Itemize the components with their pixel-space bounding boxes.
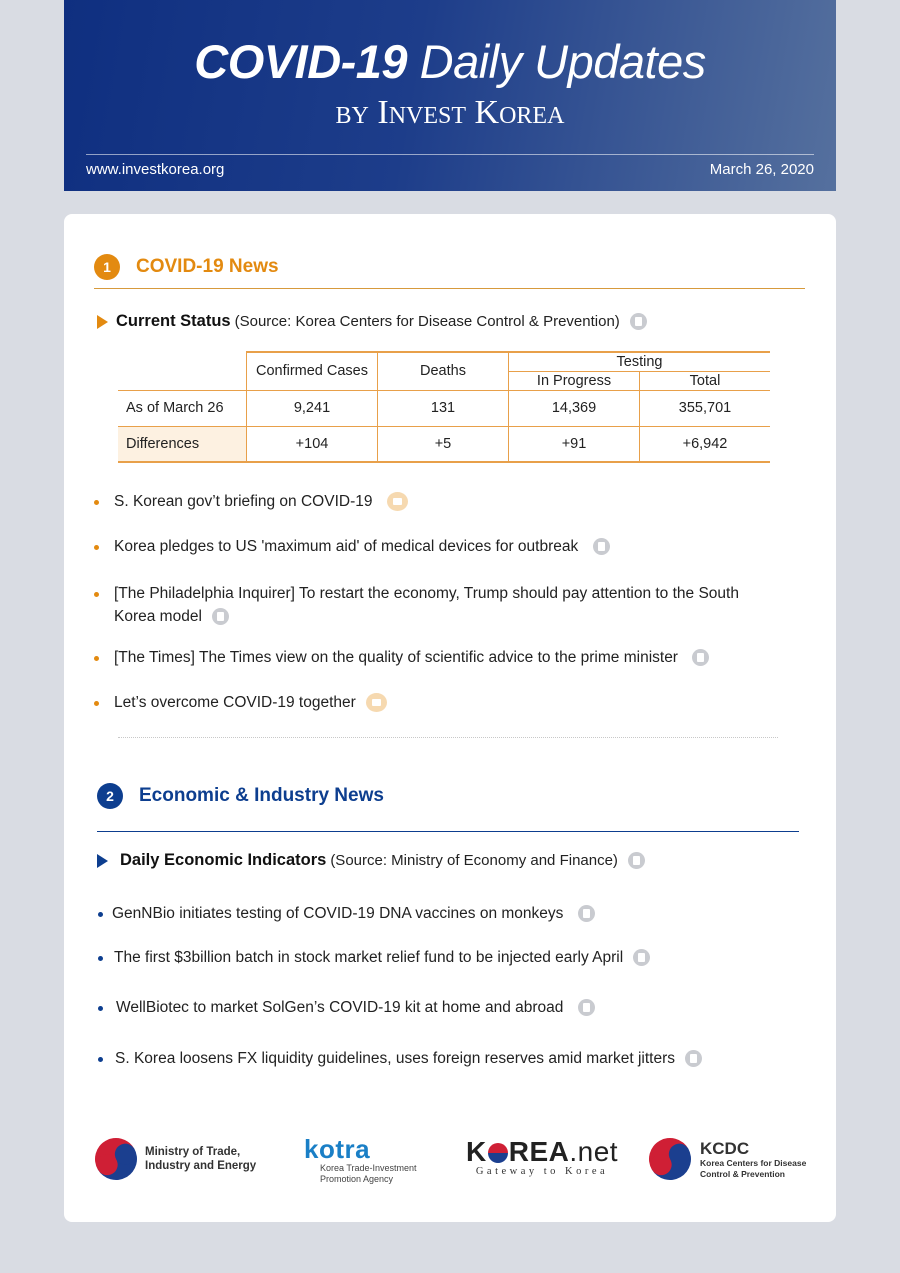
section1-header bbox=[94, 254, 279, 280]
bullet-dot bbox=[94, 656, 99, 661]
col-total-header: Total bbox=[640, 371, 771, 390]
kotra-logo[interactable] bbox=[304, 1135, 417, 1185]
section2-rule bbox=[97, 831, 799, 832]
list-item[interactable] bbox=[115, 1047, 702, 1070]
current-status-label: Current Status bbox=[116, 312, 231, 330]
video-icon[interactable] bbox=[366, 693, 387, 712]
list-item[interactable] bbox=[116, 996, 595, 1019]
news-link[interactable]: The first $3billion batch in stock market relief fund to be injected early April bbox=[114, 949, 624, 966]
news-link[interactable]: Korea pledges to US 'maximum aid' of medical devices for outbreak bbox=[114, 538, 579, 555]
kotra-line2: Promotion Agency bbox=[320, 1174, 394, 1184]
table-row bbox=[118, 426, 770, 462]
taegeuk-emblem-icon bbox=[87, 1130, 144, 1187]
document-icon[interactable] bbox=[593, 538, 610, 555]
header-banner bbox=[64, 0, 836, 191]
dotted-separator bbox=[118, 737, 778, 738]
table-cell: +6,942 bbox=[640, 426, 771, 462]
issue-date: March 26, 2020 bbox=[709, 161, 814, 178]
bullet-dot bbox=[94, 592, 99, 597]
section1-number: 1 bbox=[94, 254, 120, 280]
koreanet-tagline: Gateway to Korea bbox=[475, 1166, 609, 1177]
status-table bbox=[118, 351, 770, 463]
news-link[interactable]: [The Times] The Times view on the quality of scientific advice to the prime minister bbox=[114, 649, 678, 666]
section1-title: COVID-19 News bbox=[136, 256, 279, 277]
economic-indicators-heading bbox=[97, 851, 645, 870]
col-testing-header: Testing bbox=[509, 352, 771, 371]
document-icon[interactable] bbox=[212, 608, 229, 625]
bullet-dot bbox=[98, 956, 103, 961]
kcdc-logo[interactable] bbox=[649, 1138, 806, 1180]
kcdc-name: KCDC bbox=[700, 1138, 750, 1158]
koreanet-net: .net bbox=[569, 1136, 619, 1167]
row-label: Differences bbox=[118, 426, 247, 462]
row-label: As of March 26 bbox=[118, 390, 247, 426]
header-divider bbox=[86, 154, 814, 155]
kotra-wordmark: kotra bbox=[304, 1134, 371, 1164]
kcdc-line1: Korea Centers for Disease bbox=[700, 1157, 807, 1168]
col-deaths-header: Deaths bbox=[378, 352, 509, 390]
motie-line1: Ministry of Trade, bbox=[145, 1146, 241, 1158]
site-url[interactable]: www.investkorea.org bbox=[86, 161, 225, 178]
bullet-dot bbox=[94, 500, 99, 505]
koreanet-rea: REA bbox=[508, 1136, 570, 1167]
document-icon[interactable] bbox=[692, 649, 709, 666]
bullet-dot bbox=[98, 1057, 103, 1062]
motie-logo[interactable] bbox=[95, 1138, 256, 1180]
content-card bbox=[64, 214, 836, 1222]
triangle-bullet-icon bbox=[97, 854, 108, 868]
economic-indicators-label: Daily Economic Indicators bbox=[120, 851, 327, 869]
list-item[interactable] bbox=[114, 946, 650, 969]
bullet-dot bbox=[98, 912, 103, 917]
news-link[interactable]: Let’s overcome COVID-19 together bbox=[114, 694, 356, 711]
section1-rule bbox=[94, 288, 805, 289]
video-icon[interactable] bbox=[387, 492, 408, 511]
page-title bbox=[64, 36, 836, 88]
list-item[interactable] bbox=[114, 535, 610, 558]
korea-net-logo[interactable] bbox=[466, 1136, 618, 1177]
koreanet-k: K bbox=[466, 1136, 487, 1167]
taegeuk-o-icon bbox=[488, 1143, 508, 1163]
table-row bbox=[118, 390, 770, 426]
section2-header bbox=[97, 783, 384, 809]
table-cell: 131 bbox=[378, 390, 509, 426]
bullet-dot bbox=[94, 701, 99, 706]
table-cell: +91 bbox=[509, 426, 640, 462]
document-icon[interactable] bbox=[633, 949, 650, 966]
bullet-dot bbox=[98, 1006, 103, 1011]
news-link-line2[interactable]: Korea model bbox=[114, 608, 202, 625]
document-icon[interactable] bbox=[685, 1050, 702, 1067]
current-status-source: (Source: Korea Centers for Disease Control & Prevention) bbox=[234, 313, 620, 330]
table-cell: +104 bbox=[247, 426, 378, 462]
list-item[interactable] bbox=[114, 582, 804, 628]
kcdc-line2: Control & Prevention bbox=[700, 1168, 786, 1179]
list-item[interactable] bbox=[114, 490, 408, 513]
motie-line2: Industry and Energy bbox=[145, 1160, 257, 1172]
list-item[interactable] bbox=[112, 902, 595, 925]
title-bold: COVID-19 bbox=[194, 35, 408, 88]
col-in-progress-header: In Progress bbox=[509, 371, 640, 390]
document-icon[interactable] bbox=[578, 999, 595, 1016]
table-cell: 9,241 bbox=[247, 390, 378, 426]
table-cell: 355,701 bbox=[640, 390, 771, 426]
taegeuk-emblem-icon bbox=[641, 1130, 698, 1187]
kotra-line1: Korea Trade-Investment bbox=[320, 1163, 417, 1173]
news-link[interactable]: [The Philadelphia Inquirer] To restart the economy, Trump should pay attention to the South bbox=[114, 585, 739, 602]
triangle-bullet-icon bbox=[97, 315, 108, 329]
bullet-dot bbox=[94, 545, 99, 550]
news-link[interactable]: GenNBio initiates testing of COVID-19 DNA vaccines on monkeys bbox=[112, 905, 564, 922]
col-confirmed-header: Confirmed Cases bbox=[247, 352, 378, 390]
document-icon[interactable] bbox=[578, 905, 595, 922]
page-subtitle: by Invest Korea bbox=[335, 94, 565, 131]
title-rest: Daily Updates bbox=[419, 35, 706, 88]
section2-number: 2 bbox=[97, 783, 123, 809]
list-item[interactable] bbox=[114, 646, 709, 669]
list-item[interactable] bbox=[114, 691, 387, 714]
document-icon[interactable] bbox=[630, 313, 647, 330]
economic-indicators-source: (Source: Ministry of Economy and Finance) bbox=[330, 852, 618, 869]
news-link[interactable]: S. Korea loosens FX liquidity guidelines, uses foreign reserves amid market jitters bbox=[115, 1050, 675, 1067]
section2-title: Economic & Industry News bbox=[139, 785, 384, 806]
news-link[interactable]: S. Korean gov’t briefing on COVID-19 bbox=[114, 493, 373, 510]
table-cell: 14,369 bbox=[509, 390, 640, 426]
current-status-heading bbox=[97, 312, 647, 331]
news-link[interactable]: WellBiotec to market SolGen’s COVID-19 kit at home and abroad bbox=[116, 999, 564, 1016]
document-icon[interactable] bbox=[628, 852, 645, 869]
table-cell: +5 bbox=[378, 426, 509, 462]
